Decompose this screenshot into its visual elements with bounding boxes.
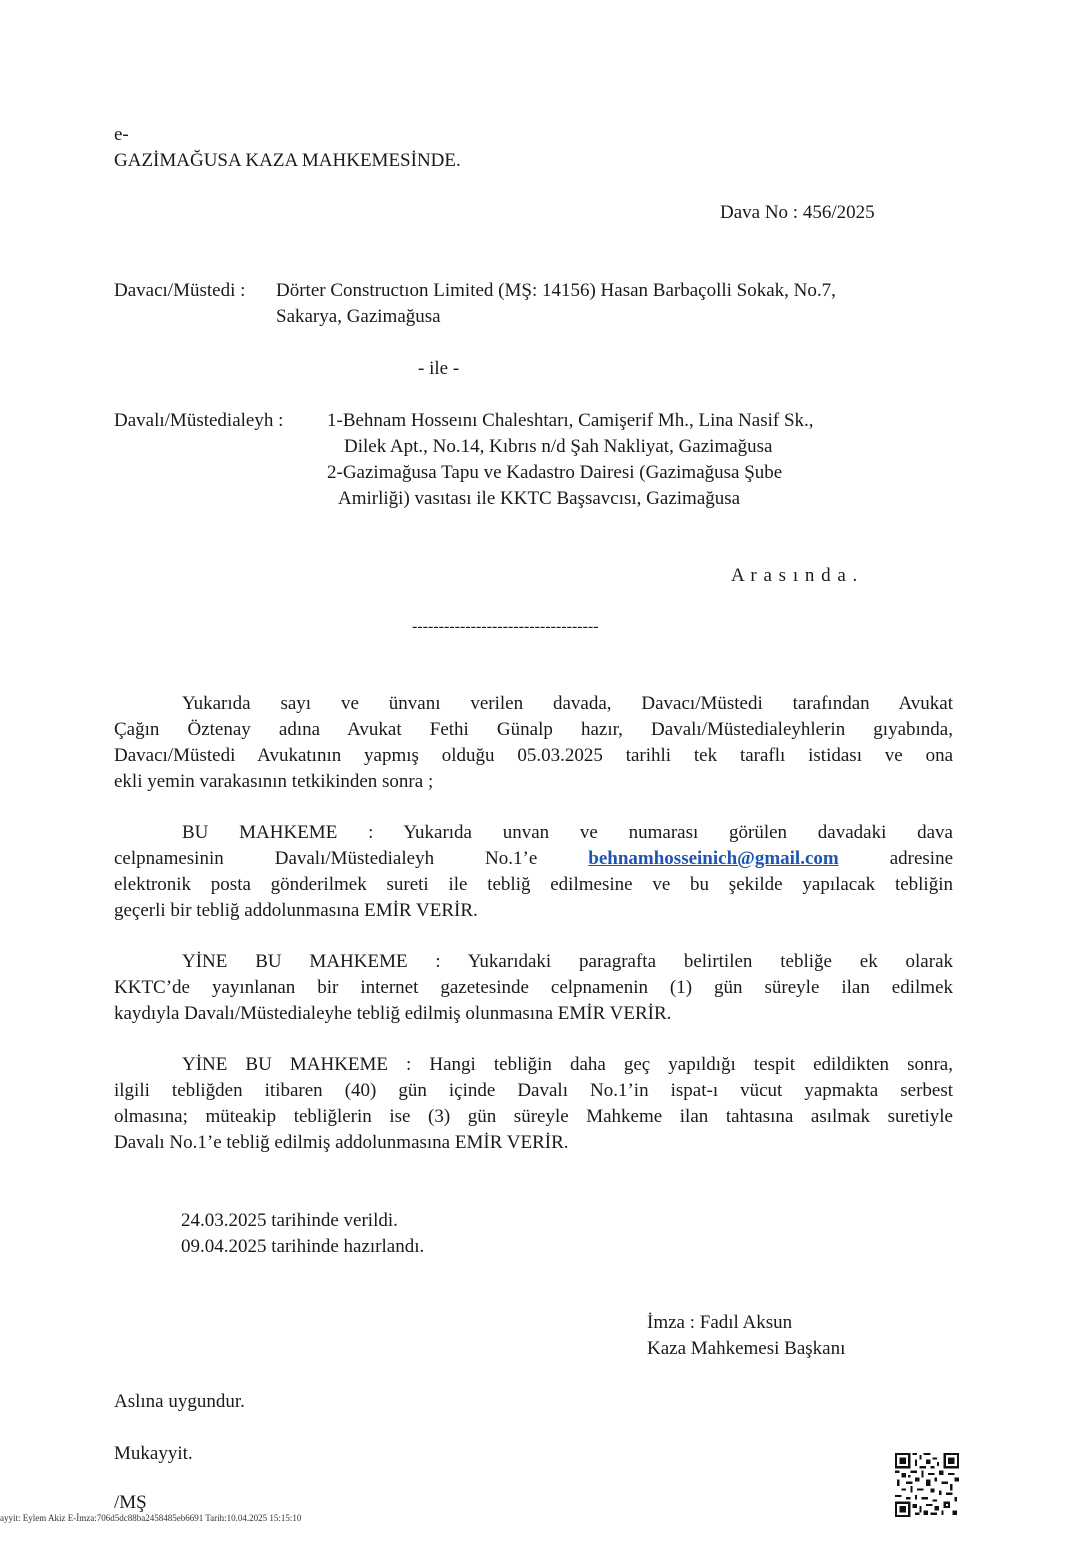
defendant-line: 2-Gazimağusa Tapu ve Kadastro Dairesi (Gazimağusa Şube bbox=[327, 462, 783, 483]
defendant-line: Amirliği) vasıtası ile KKTC Başsavcısı, Gazimağusa bbox=[338, 488, 741, 509]
qr-code-icon bbox=[895, 1453, 959, 1517]
dashed-separator: ----------------------------------- bbox=[412, 618, 599, 635]
paragraph-line: Çağın Öztenay adına Avukat Fethi Günalp hazır, Davalı/Müstedialeyhlerin gıyabında, bbox=[114, 719, 953, 740]
paragraph-order-1 bbox=[114, 820, 953, 924]
paragraph-order-3 bbox=[114, 1052, 953, 1156]
paragraph-line: YİNE BU MAHKEME : Hangi tebliğin daha geç yapıldığı tespit edildikten sonra, bbox=[182, 1054, 953, 1075]
certified-copy: Aslına uygundur. bbox=[114, 1391, 245, 1412]
paragraph-line: KKTC’de yayınlanan bir internet gazetesinde celpnamenin (1) gün süreyle ilan edilmek bbox=[114, 977, 953, 998]
document-prefix: e- bbox=[114, 124, 129, 145]
signature-title: Kaza Mahkemesi Başkanı bbox=[647, 1338, 846, 1359]
ile-separator: - ile - bbox=[418, 358, 460, 379]
defendant-line: Dilek Apt., No.14, Kıbrıs n/d Şah Nakliyat, Gazimağusa bbox=[344, 436, 773, 457]
paragraph-line: geçerli bir tebliğ addolunmasına EMİR VERİR. bbox=[114, 900, 478, 921]
paragraph-segment: adresine bbox=[889, 848, 954, 869]
paragraph-order-2 bbox=[114, 949, 953, 1027]
arasinda: A r a s ı n d a . bbox=[731, 565, 859, 586]
court-title: GAZİMAĞUSA KAZA MAHKEMESİNDE. bbox=[114, 150, 461, 171]
plaintiff-address-line1: Dörter Constructıon Limited (MŞ: 14156) Hasan Barbaçolli Sokak, No.7, bbox=[276, 280, 836, 301]
paragraph-intro bbox=[114, 691, 953, 795]
paragraph-line: Yukarıda sayı ve ünvanı verilen davada, Davacı/Müstedi tarafından Avukat bbox=[182, 693, 953, 714]
e-signature-note: ayyit: Eylem Akiz E-İmza:706d5dc88ba2458485eb6691 Tarih:10.04.2025 15:15:10 bbox=[0, 1513, 302, 1523]
paragraph-line: kaydıyla Davalı/Müstedialeyhe tebliğ edilmiş olunmasına EMİR VERİR. bbox=[114, 1003, 672, 1024]
date-given: 24.03.2025 tarihinde verildi. bbox=[181, 1210, 398, 1231]
plaintiff-address-line2: Sakarya, Gazimağusa bbox=[276, 306, 441, 327]
paragraph-line bbox=[114, 846, 953, 872]
paragraph-line: Davacı/Müstedi Avukatının yapmış olduğu 05.03.2025 tarihli tek taraflı istidası ve ona bbox=[114, 745, 953, 766]
paragraph-segment: celpnamesinin Davalı/Müstedialeyh No.1’e bbox=[114, 848, 538, 869]
plaintiff-label: Davacı/Müstedi : bbox=[114, 280, 246, 301]
defendant-label: Davalı/Müstedialeyh : bbox=[114, 410, 284, 431]
email-link[interactable]: behnamhosseinich@gmail.com bbox=[588, 848, 839, 869]
paragraph-line: elektronik posta gönderilmek sureti ile tebliğ edilmesine ve bu şekilde yapılacak tebliğin bbox=[114, 874, 953, 895]
signature-name: İmza : Fadıl Aksun bbox=[647, 1312, 793, 1333]
paragraph-line: BU MAHKEME : Yukarıda unvan ve numarası görülen davadaki dava bbox=[182, 822, 953, 843]
date-prepared: 09.04.2025 tarihinde hazırlandı. bbox=[181, 1236, 425, 1257]
paragraph-line: ilgili tebliğden itibaren (40) gün içinde Davalı No.1’in ispat-ı vücut yapmakta serbest bbox=[114, 1080, 953, 1101]
case-number: Dava No : 456/2025 bbox=[720, 202, 875, 223]
paragraph-line: ekli yemin varakasının tetkikinden sonra ; bbox=[114, 771, 434, 792]
defendant-line: 1-Behnam Hosseını Chaleshtarı, Camişerif Mh., Lina Nasif Sk., bbox=[327, 410, 814, 431]
paragraph-line: Davalı No.1’e tebliğ edilmiş addolunmasına EMİR VERİR. bbox=[114, 1132, 569, 1153]
paragraph-line: olmasına; müteakip tebliğlerin ise (3) gün süreyle Mahkeme ilan tahtasına asılmak suretiyle bbox=[114, 1106, 953, 1127]
registrar-label: Mukayyit. bbox=[114, 1443, 193, 1464]
initials: /MŞ bbox=[114, 1492, 147, 1513]
paragraph-line: YİNE BU MAHKEME : Yukarıdaki paragrafta belirtilen tebliğe ek olarak bbox=[182, 951, 953, 972]
